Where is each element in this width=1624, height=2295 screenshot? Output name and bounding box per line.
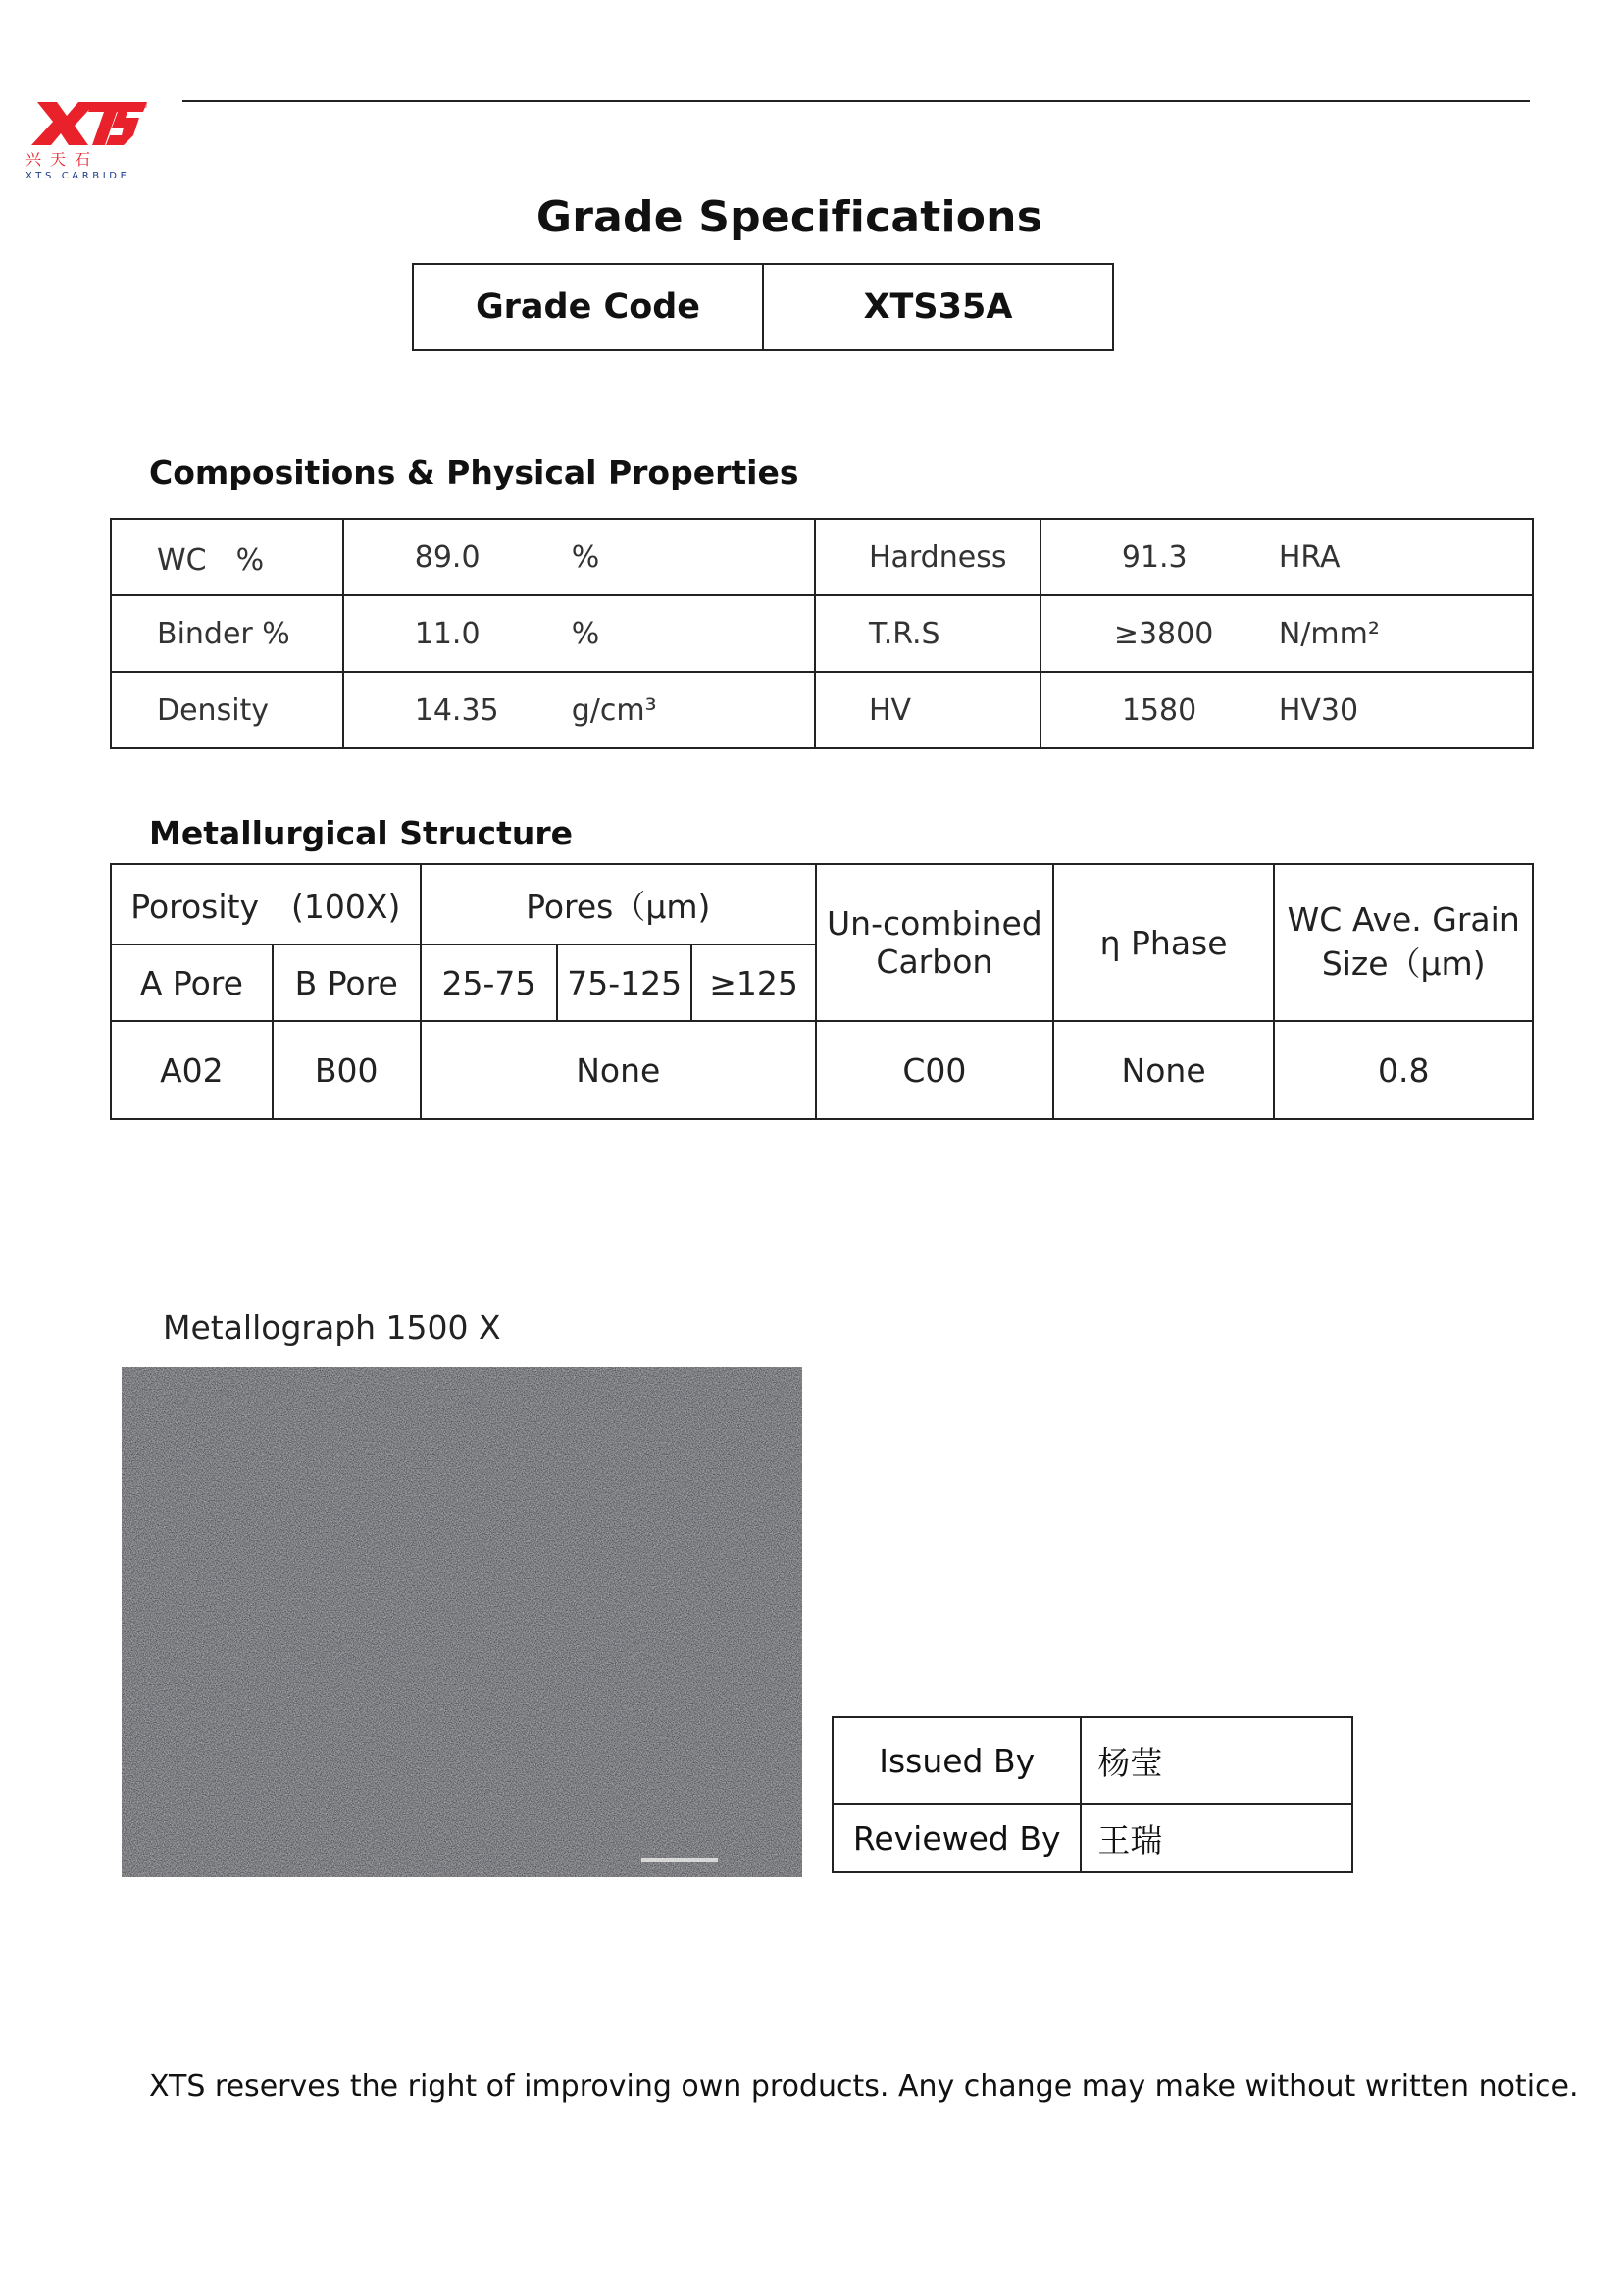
composition-label: Binder % [111,595,343,672]
metallograph-image [122,1367,802,1877]
metallurgical-table [110,863,1534,1120]
issued-by-label: Issued By [833,1717,1081,1804]
uncombined-carbon-value: C00 [816,1021,1053,1119]
composition-value: 11.0 [414,616,481,651]
property-value: ≥3800 [1113,616,1214,651]
property-value-cell [1040,519,1533,595]
property-unit: N/mm² [1278,616,1380,651]
uncombined-carbon-header: Un-combined Carbon [816,864,1053,1021]
composition-value-cell [343,595,815,672]
grade-code-value: XTS35A [763,264,1113,350]
eta-phase-value: None [1053,1021,1275,1119]
issued-by-value: 杨莹 [1081,1717,1352,1804]
b-pore-value: B00 [273,1021,421,1119]
pores-value: None [421,1021,816,1119]
composition-unit: % [571,616,600,651]
composition-row [111,672,1533,748]
grain-size-value: 0.8 [1274,1021,1533,1119]
pore-range-header: 75-125 [557,944,691,1021]
composition-value-cell [343,519,815,595]
grade-code-label: Grade Code [413,264,763,350]
svg-text:®: ® [141,102,148,110]
signature-table [832,1716,1353,1873]
scale-bar [641,1858,718,1862]
property-value-cell [1040,595,1533,672]
pores-header: Pores（μm) [421,864,816,944]
property-unit: HV30 [1278,692,1359,728]
property-unit: HRA [1278,539,1341,575]
metallurgical-heading: Metallurgical Structure [149,814,574,852]
composition-value: 89.0 [414,539,481,575]
pore-range-header: ≥125 [691,944,816,1021]
composition-table [110,518,1534,749]
composition-row [111,595,1533,672]
header-rule [182,100,1530,102]
svg-text:兴天石: 兴天石 [25,150,100,169]
property-label: Hardness [815,519,1040,595]
property-value-cell [1040,672,1533,748]
property-value: 1580 [1121,692,1197,728]
porosity-header: Porosity (100X) [111,864,421,944]
composition-value: 14.35 [414,692,499,728]
property-label: HV [815,672,1040,748]
reviewed-by-value: 王瑞 [1081,1804,1352,1872]
composition-label: WC % [111,519,343,595]
page-title: Grade Specifications [535,192,1043,242]
b-pore-header: B Pore [273,944,421,1021]
a-pore-header: A Pore [111,944,273,1021]
pore-range-header: 25-75 [421,944,558,1021]
composition-heading: Compositions & Physical Properties [149,453,799,491]
composition-value-cell [343,672,815,748]
disclaimer-notice: XTS reserves the right of improving own products. Any change may make without written notice. [149,2069,1579,2104]
eta-phase-header: η Phase [1053,864,1275,1021]
property-value: 91.3 [1121,539,1188,575]
composition-unit: g/cm³ [571,692,657,728]
property-label: T.R.S [815,595,1040,672]
composition-label: Density [111,672,343,748]
a-pore-value: A02 [111,1021,273,1119]
composition-row [111,519,1533,595]
grade-code-table [412,263,1114,351]
metallograph-label: Metallograph 1500 X [163,1308,501,1347]
svg-text:XTS CARBIDE: XTS CARBIDE [25,171,130,181]
grain-size-header: WC Ave. Grain Size（μm) [1274,864,1533,1021]
composition-unit: % [571,539,600,575]
company-logo [24,98,151,182]
reviewed-by-label: Reviewed By [833,1804,1081,1872]
